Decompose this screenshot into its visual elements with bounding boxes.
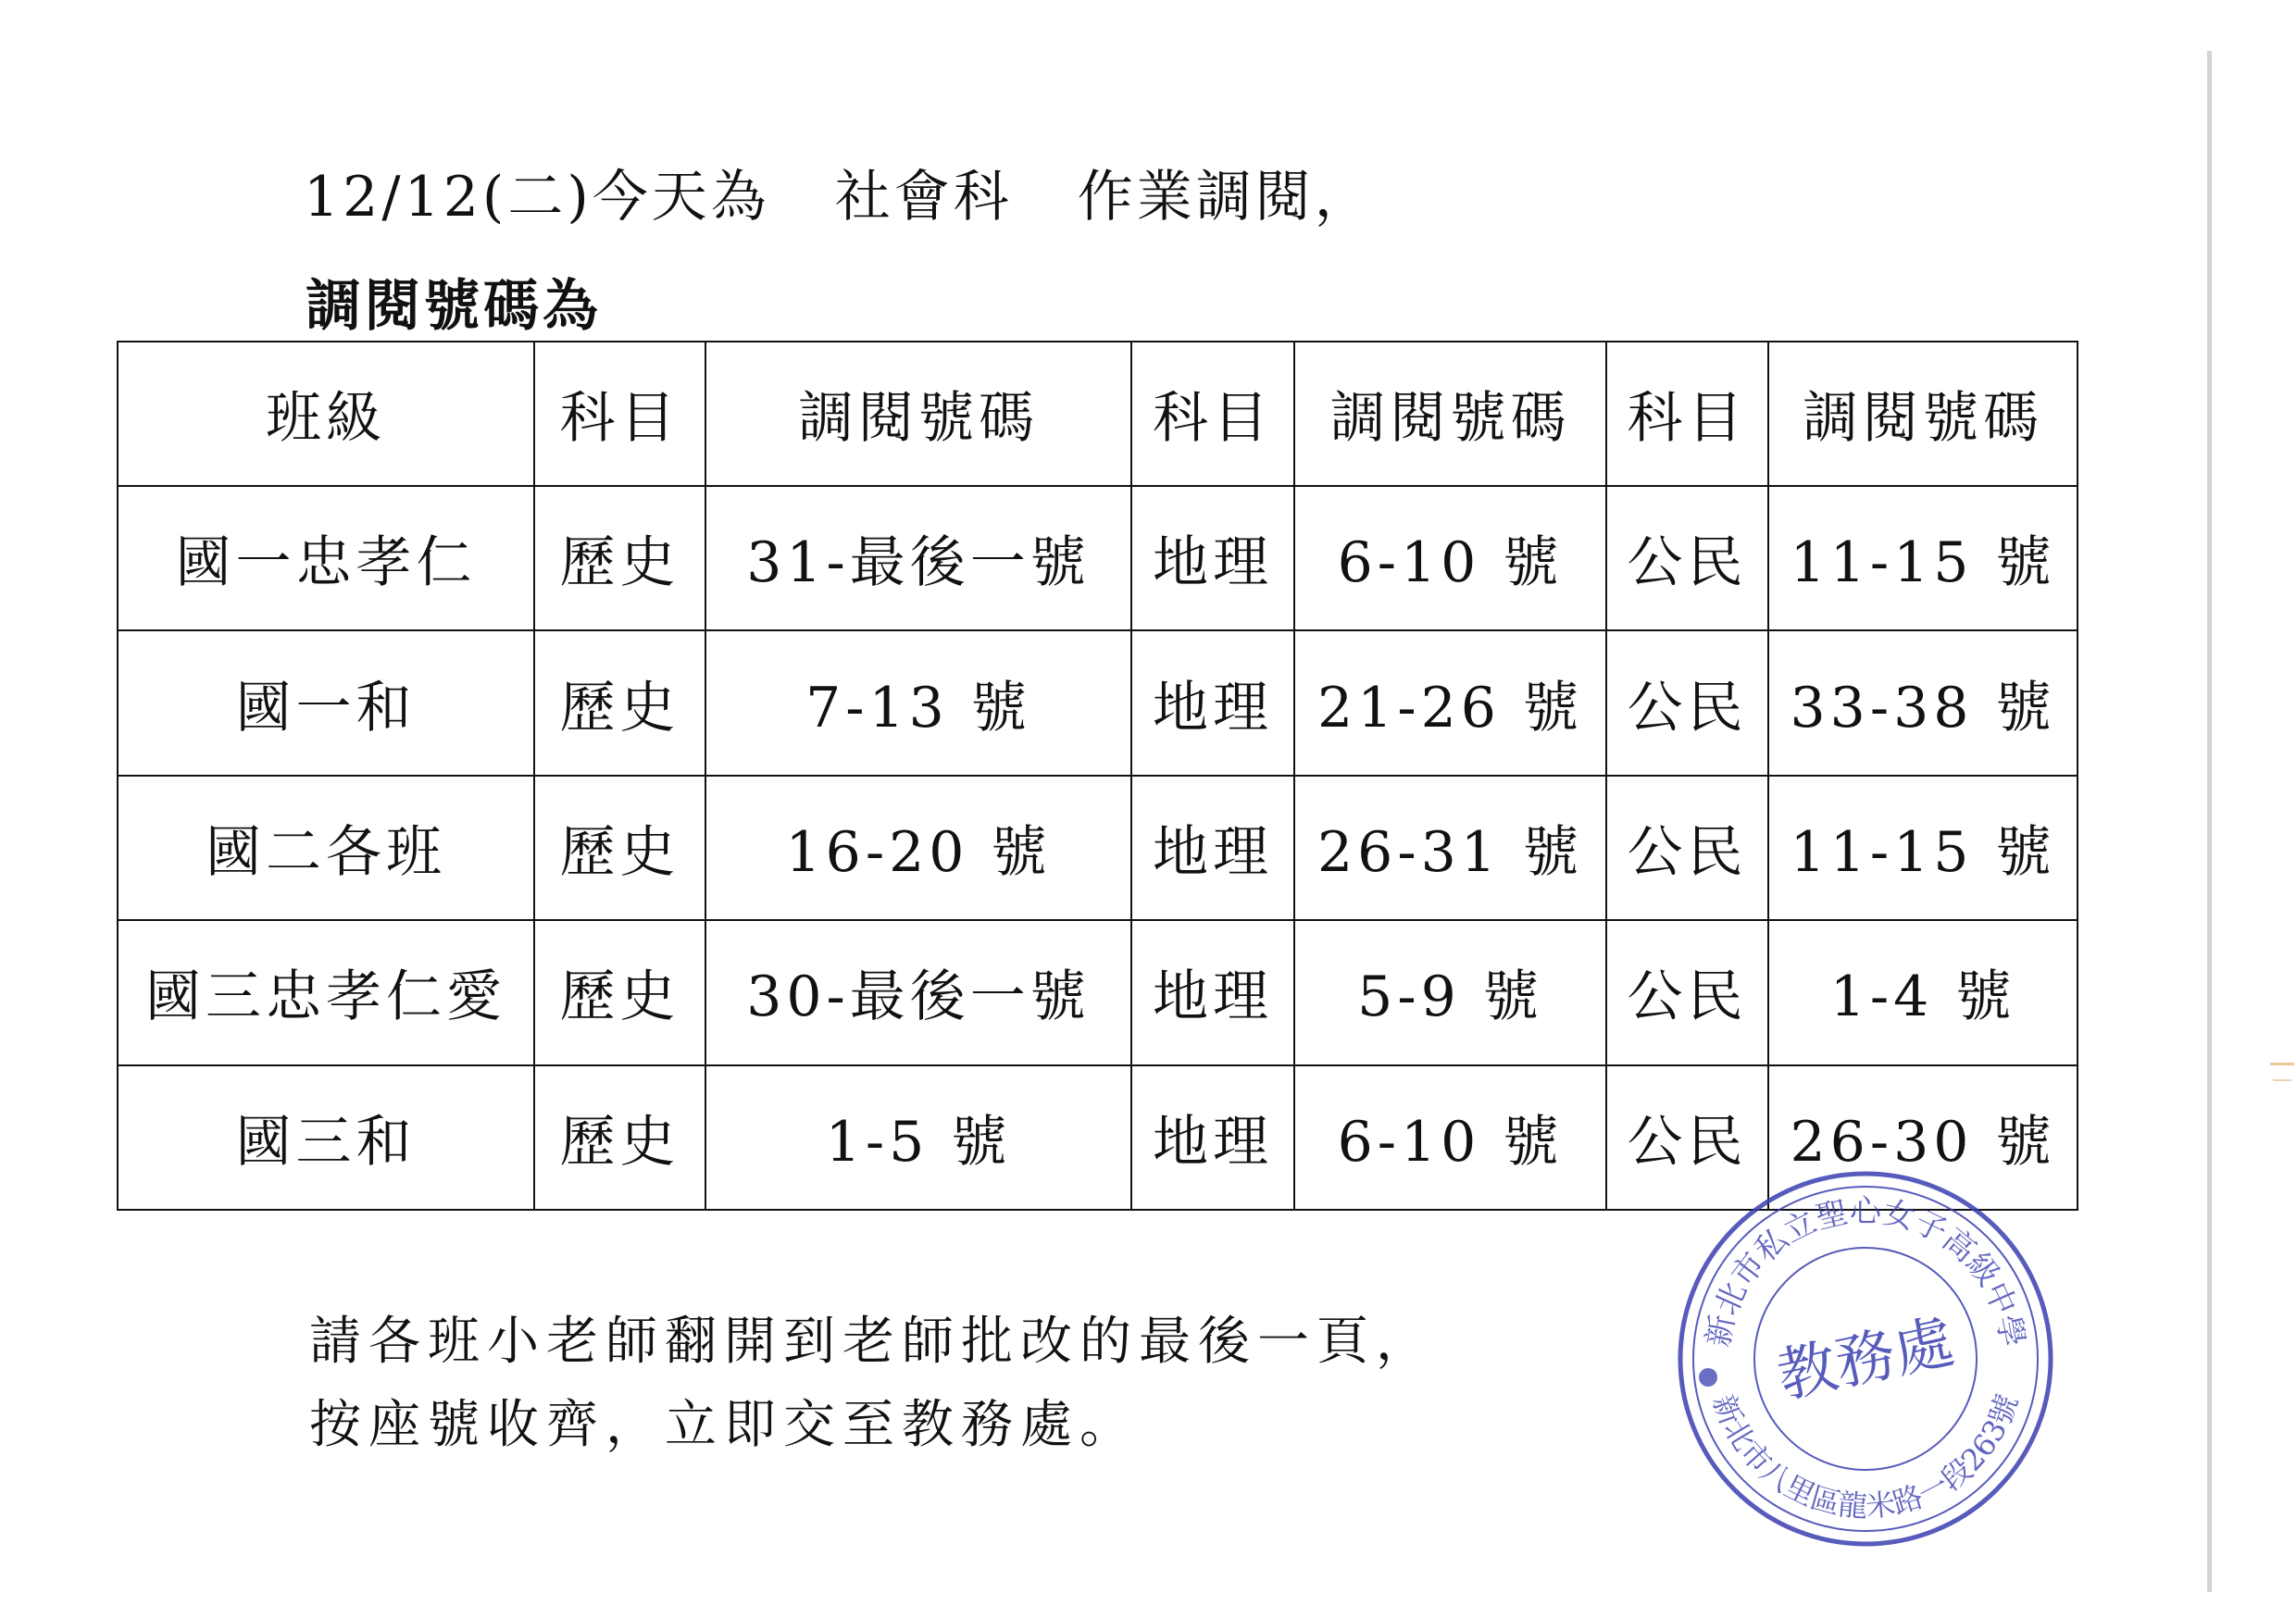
- cell-subject: 地理: [1131, 920, 1294, 1064]
- cell-subject: 地理: [1131, 776, 1294, 920]
- instructions-line-2: 按座號收齊，立即交至教務處。: [309, 1395, 1139, 1455]
- cell-seat-numbers: 11-15 號: [1768, 486, 2078, 630]
- header-subject: 科目: [1131, 342, 1294, 486]
- cell-subject: 歷史: [534, 920, 705, 1064]
- scan-edge-mark: [2270, 1063, 2294, 1065]
- cell-seat-numbers: 33-38 號: [1768, 630, 2078, 775]
- cell-subject: 歷史: [534, 630, 705, 775]
- cell-seat-numbers: 31-最後一號: [705, 486, 1131, 630]
- cell-seat-numbers: 1-5 號: [705, 1065, 1131, 1210]
- cell-seat-numbers: 30-最後一號: [705, 920, 1131, 1064]
- cell-subject: 公民: [1606, 1065, 1768, 1210]
- cell-seat-numbers: 11-15 號: [1768, 776, 2078, 920]
- cell-class: 國二各班: [118, 776, 534, 920]
- seal-address-text: 新北市八里區龍米路一段263號: [1705, 1389, 2026, 1525]
- cell-subject: 地理: [1131, 630, 1294, 775]
- notice-subheading: 調閱號碼為: [306, 274, 602, 339]
- header-subject: 科目: [534, 342, 705, 486]
- scan-edge-line: [2207, 51, 2212, 1592]
- cell-seat-numbers: 26-31 號: [1294, 776, 1606, 920]
- cell-seat-numbers: 1-4 號: [1768, 920, 2078, 1064]
- cell-seat-numbers: 26-30 號: [1768, 1065, 2078, 1210]
- cell-subject: 公民: [1606, 920, 1768, 1064]
- cell-class: 國一忠孝仁: [118, 486, 534, 630]
- table-row: [118, 920, 2078, 1064]
- scan-edge-mark: [2273, 1079, 2291, 1081]
- cell-seat-numbers: 6-10 號: [1294, 1065, 1606, 1210]
- cell-class: 國三忠孝仁愛: [118, 920, 534, 1064]
- instructions: [309, 1301, 1435, 1467]
- table-row: [118, 486, 2078, 630]
- seal-center-text: 教務處: [1771, 1307, 1960, 1413]
- cell-subject: 歷史: [534, 486, 705, 630]
- table-row: [118, 630, 2078, 775]
- table-header-row: [118, 342, 2078, 486]
- cell-seat-numbers: 6-10 號: [1294, 486, 1606, 630]
- header-seat-numbers: 調閱號碼: [1294, 342, 1606, 486]
- office-seal-stamp: [1671, 1164, 2060, 1553]
- cell-seat-numbers: 5-9 號: [1294, 920, 1606, 1064]
- seal-outer-text: 新北市私立聖心女子高級中學: [1700, 1193, 2031, 1350]
- notice-today-is: 今天為: [592, 165, 770, 230]
- seal-emblem-icon: [1699, 1368, 1717, 1387]
- cell-subject: 地理: [1131, 486, 1294, 630]
- cell-subject: 公民: [1606, 630, 1768, 775]
- cell-subject: 公民: [1606, 486, 1768, 630]
- notice-date: 12/12(二): [304, 165, 593, 230]
- table-row: [118, 776, 2078, 920]
- cell-subject: 歷史: [534, 776, 705, 920]
- cell-seat-numbers: 21-26 號: [1294, 630, 1606, 775]
- notice-action: 作業調閱，: [1077, 165, 1374, 230]
- instructions-line-1: 請各班小老師翻開到老師批改的最後一頁，: [309, 1312, 1435, 1372]
- cell-subject: 歷史: [534, 1065, 705, 1210]
- cell-subject: 地理: [1131, 1065, 1294, 1210]
- header-subject: 科目: [1606, 342, 1768, 486]
- notice-heading: [304, 153, 1374, 232]
- header-class: 班級: [118, 342, 534, 486]
- header-seat-numbers: 調閱號碼: [705, 342, 1131, 486]
- cell-subject: 公民: [1606, 776, 1768, 920]
- header-seat-numbers: 調閱號碼: [1768, 342, 2078, 486]
- cell-seat-numbers: 16-20 號: [705, 776, 1131, 920]
- inspection-table: [117, 341, 2078, 1211]
- cell-seat-numbers: 7-13 號: [705, 630, 1131, 775]
- notice-subject: 社會科: [834, 165, 1013, 230]
- cell-class: 國三和: [118, 1065, 534, 1210]
- cell-class: 國一和: [118, 630, 534, 775]
